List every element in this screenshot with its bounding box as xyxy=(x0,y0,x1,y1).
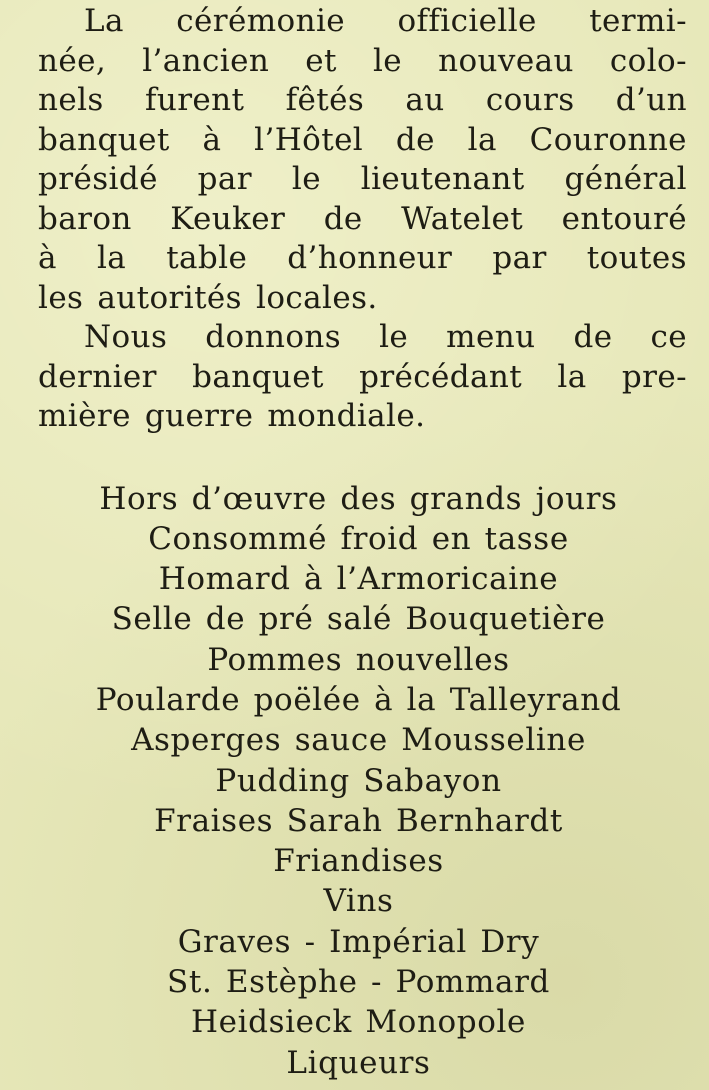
menu-item: Hors d’œuvre des grands jours xyxy=(99,480,618,517)
word: banquet xyxy=(38,121,170,158)
word: la xyxy=(557,358,587,395)
menu-heading-wines: Vins xyxy=(323,883,394,920)
word: par xyxy=(492,240,547,276)
word: le xyxy=(379,319,409,355)
word: et xyxy=(305,42,337,79)
word: à xyxy=(38,240,57,276)
word: précédant xyxy=(359,358,523,395)
word: de xyxy=(323,200,363,237)
word: l’Hôtel xyxy=(254,121,364,158)
word: menu xyxy=(446,319,536,355)
text-line xyxy=(38,397,687,437)
word: termi- xyxy=(589,3,687,39)
word: donnons xyxy=(205,319,342,355)
word: guerre xyxy=(144,398,254,434)
word: Nous xyxy=(84,319,168,355)
text-line xyxy=(38,121,687,161)
text-line xyxy=(38,160,687,200)
word: mondiale. xyxy=(267,398,426,434)
word: le xyxy=(372,42,403,79)
menu-item: Pudding Sabayon xyxy=(215,762,502,799)
word: cours xyxy=(485,82,575,118)
word: banquet xyxy=(192,358,324,395)
word: cérémonie xyxy=(176,3,346,39)
word: entouré xyxy=(561,200,687,237)
word: Couronne xyxy=(529,121,687,158)
menu-item: St. Estèphe - Pommard xyxy=(167,964,550,1001)
menu-item: Poularde poëlée à la Talleyrand xyxy=(95,681,622,718)
word: général xyxy=(564,161,687,197)
menu-item: Consommé froid en tasse xyxy=(148,520,569,557)
word: ce xyxy=(650,319,687,355)
word: d’honneur xyxy=(287,240,453,276)
word: nels xyxy=(38,82,104,118)
word: Keuker xyxy=(170,200,286,237)
word: autorités xyxy=(97,279,242,316)
menu-item: Heidsieck Monopole xyxy=(191,1004,526,1041)
word: toutes xyxy=(586,240,687,276)
text-line xyxy=(38,200,687,240)
text-line xyxy=(38,318,687,358)
text-line xyxy=(38,239,687,279)
banquet-menu xyxy=(38,479,687,1083)
word: les xyxy=(38,279,84,316)
word: la xyxy=(96,240,127,276)
word: nouveau xyxy=(438,42,574,79)
menu-item: Graves - Impérial Dry xyxy=(177,923,540,960)
text-line xyxy=(38,2,687,42)
word: d’un xyxy=(615,82,687,118)
word: mière xyxy=(38,398,131,434)
word: locales. xyxy=(256,279,378,316)
word: table xyxy=(166,240,248,276)
word: colo- xyxy=(609,42,687,79)
word: la xyxy=(467,121,497,158)
word: au xyxy=(405,82,445,118)
word: baron xyxy=(38,200,132,237)
word: Watelet xyxy=(401,200,524,237)
word: pre- xyxy=(621,358,687,395)
word: le xyxy=(291,161,321,197)
menu-item: Fraises Sarah Bernhardt xyxy=(154,802,563,839)
word: de xyxy=(573,319,613,355)
word: à xyxy=(202,121,222,158)
word: officielle xyxy=(397,3,537,39)
menu-item: Homard à l’Armoricaine xyxy=(158,561,559,598)
word: de xyxy=(395,121,435,158)
text-line xyxy=(38,279,687,319)
word: par xyxy=(197,161,253,197)
word: dernier xyxy=(38,358,157,395)
word: née, xyxy=(38,42,107,79)
word: présidé xyxy=(38,161,158,197)
word: l’ancien xyxy=(142,42,270,79)
paragraph-ceremony xyxy=(38,2,687,318)
menu-item: Asperges sauce Mousseline xyxy=(131,722,586,759)
text-line xyxy=(38,42,687,82)
text-line xyxy=(38,358,687,398)
paragraph-menu-intro xyxy=(38,318,687,437)
word: furent xyxy=(144,82,245,118)
word: La xyxy=(84,3,124,39)
text-line xyxy=(38,81,687,121)
menu-item: Pommes nouvelles xyxy=(207,641,510,678)
menu-item: Liqueurs xyxy=(286,1044,431,1081)
menu-item: Friandises xyxy=(273,843,444,880)
word: lieutenant xyxy=(360,161,525,197)
menu-item: Selle de pré salé Bouquetière xyxy=(111,601,606,638)
word: fêtés xyxy=(285,82,365,118)
